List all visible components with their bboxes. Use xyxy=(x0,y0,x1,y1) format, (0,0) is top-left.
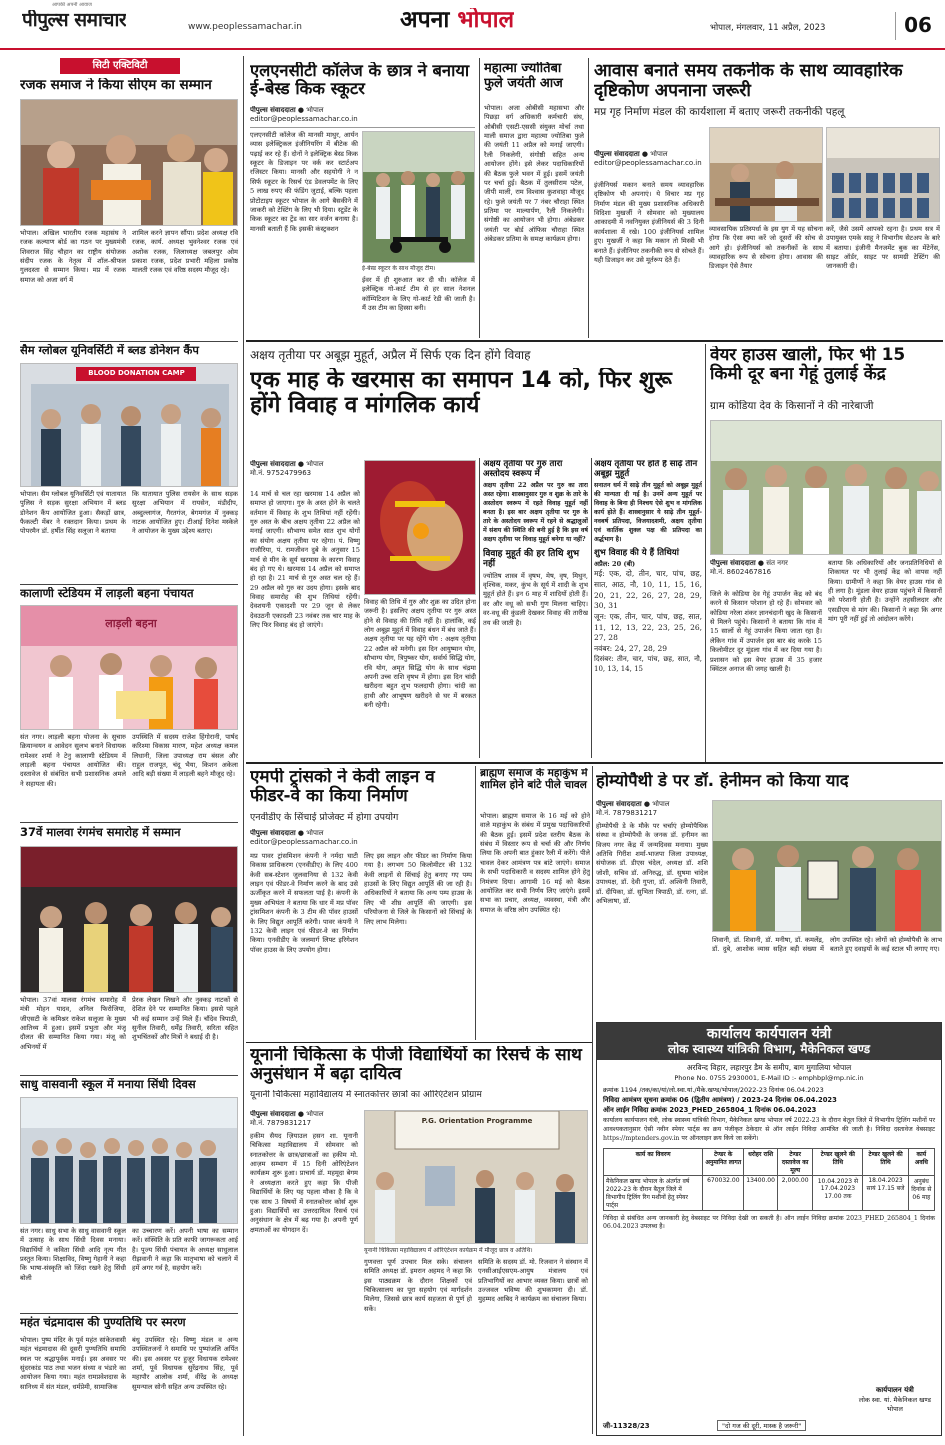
lnct-body-b: ईवर में ही शुरुआत कर दी थी। कॉलेज में इलेक्ट्रिक गो-कार्ट टीम से हर साल नेशनल कॉम्पिटिशन के लिए गो-कार्ट रेडी की जाती है। मैं उस टीम का हिस्सा बनी। xyxy=(362,276,475,313)
tender-footer-note: निविदा से संबंधित अन्य जानकारी हेतु वेबसाइट पर निविदा देखी जा सकती है। ऑन लाईन निविदा क्रमांक 2023_PHED_265804_1 दिनांक 06.04.2023 उपलब्ध है। xyxy=(603,1214,935,1231)
vaswani-body-b: का उच्चारण करें। अपनी भाषा का सम्मान करें। संस्थिति के प्रति काफी जागरूकता आई है। पूज्य सिंधी पंचायत के अध्यक्ष साधुलाल रीझवानी ने कहा कि मातृभाषा को चलाने में हमें अगर गर्व है, सहयोग करें। xyxy=(132,1227,238,1273)
dates-list xyxy=(594,560,702,674)
tender-col: कार्य का विवरण xyxy=(604,1148,703,1175)
awas-headline: आवास बनाते समय तकनीक के साथ व्यावहारिक दृष्टिकोण अपनाना जरूरी xyxy=(594,62,903,101)
brahman-headline: ब्राह्मण समाज के महाकुंभ में शामिल होने बांटे पीले चावल xyxy=(480,768,588,791)
warehouse-subhead: ग्राम कोडिया देव के किसानों ने की नारेबाजी xyxy=(710,400,874,412)
lnct-body-a: एलएनसीटी कॉलेज की मानसी माथुर, आर्यन व्यास इलेक्ट्रिकल इंजीनियरिंग में बीटेक की पढ़ाई कर रहे हैं। दोनों ने इलेक्ट्रिक बेस्ड किक स्कूटर के डिजाइन पर वर्क कर स्टार्टअप रजिस्टर किया। मानसी और सहयोगी ने न सिर्फ स्कूटर के रिसर्च एंड डेवलपमेंट के लिए 5 लाख रुपए की फंडिंग जुटाई, बल्कि पहला प्रोटोटाइप स्कूटर भोपाल के आगे बैसकीने में जाकरी को टेस्टिंग के लिए भी दिया। स्टूडेंट के किक स्कूटर का ट्रेंड का सार वर्जन बनाया है। मानसी बताती हैं कि इसकी कंस्ट्रक्शन xyxy=(250,131,358,233)
malwa-body-b: प्रेरक लेखन लिखने और नुक्कड़ नाटकों से देशित देने पर सम्मानित किया। इससे पहले भी कई सम्मान उन्हें मिले हैं। चौंदेव त्रिपाठी, सुनील तिवारी, धर्मेंद्र तिवारी, सरिता सहित शुभचिंतकों और मित्रों ने बधाई दी है। xyxy=(132,996,238,1042)
homeopathy-phone: मो.नं. 7879831217 xyxy=(596,809,658,818)
tender-sign-2: लोक स्वा. यां. मैकेनिकल खण्ड xyxy=(858,1396,931,1404)
rajak-body-a: भोपाल। अखिल भारतीय रजक महासंघ ने रजक कल्याण बोर्ड का गठन पर मुख्यमंत्री शिवराज सिंह चौहान का राष्ट्रीय संयोजक संदीप रजक के नेतृत्व में शॉल-श्रीफल गुलदस्ता से सम्मान किया। मप्र में रजक समाज को अजा वर्ग में xyxy=(20,229,126,284)
awas-body-b: व्यावसायिक प्रतिस्पर्धा के इस युग में यह सोचना होगा कि ऐसा क्या करें जो दूसरों की सोच से आगे हो। इंजीनियर्स को तकनीकों के साथ व्यावहारिक रूप से सोचना होगा। आवास की डिजाइन ऐसे तैयार xyxy=(709,225,823,271)
warehouse-photo xyxy=(710,420,942,555)
lnct-caption: ई-बेस्ड स्कूटर के साथ मौजूद टीम। xyxy=(362,265,436,272)
transco-body-a: मप्र पावर ट्रांसमिशन कंपनी ने नर्मदा घाटी विकास प्राधिकरण (एनवीडीए) के लिए 400 केवी सब-स्टेशन जुलवानिया से 132 केवी लाइन एवं फीडर-वे निर्माण करने के बाद उसे ऊर्जीकृत करने में सफलता पाई है। कंपनी के मुख्य अभियंता ने बताया कि धार में मप्र पॉवर ट्रांसमिशन कंपनी के 3 टीम की पॉवर हाउसों के लिए विद्युत आपूर्ति करेगी। पावर कंपनी ने 132 केवी लाइन एवं फीडर-वे का निर्माण किया। एनवीडीए के जलमार्ग लिफ्ट इरिगेशन पॉवर हाउस के लिए उपयोग होगा। xyxy=(250,852,358,954)
date-line: अप्रैल: 20 (बी) xyxy=(594,560,636,569)
awas-place: भोपाल xyxy=(650,150,668,158)
rajak-headline: रजक समाज ने किया सीएम का सम्मान xyxy=(20,78,212,93)
awas-byline: पीपुल्स संवाददाता ● भोपाल editor@peoplessamachar.co.in xyxy=(594,150,702,168)
awas-photo-2 xyxy=(826,127,940,222)
warehouse-place: संत नगर xyxy=(766,559,788,567)
transco-place: भोपाल xyxy=(306,829,324,837)
kharmas-phone: मो.नं. 9752479963 xyxy=(250,469,312,478)
tender-header xyxy=(597,1023,941,1060)
date-line: दिसंबर: तीन, चार, पांच, छह, सात, नौ, 10, 13, 14, 15 xyxy=(594,654,702,673)
brahman-body: भोपाल। ब्राह्मण समाज के 16 मई को होने वाले महाकुंभ के संबंध में प्रमुख पदाधिकारियों की बैठक हुई। इसमें प्रदेश स्तरीय बैठक के संबंध में विस्तार रूप से चर्चा की और निर्णय लिया कि अपनी बात हुंकार रैली में करेंगे। पीले चावल देकर आमंत्रण पत्र बांटे जाएंगे। समाज के सभी पदाधिकारी व सदस्य शामिल होने हेतु निमंत्रण दिया। आगामी 16 मई को बैठक आयोजित कर सभी निर्णय लिए जाएंगे। इसमें सभा का प्रचार, अध्यक्ष, व्यवस्था, मंत्री और समाज के वरिष्ठ लोग उपस्थित रहे। xyxy=(480,812,590,914)
awas-photo-1 xyxy=(709,127,823,222)
kharmas-body-b: विवाह की तिथि में गुरु और शुक्र का उदित होना जरूरी है। इसलिए अक्षय तृतीया पर गुरु अस्त होने से विवाह की तिथि नहीं है। हालांकि, कई लोग अबूझ मुहूर्त में विवाह बंधन में बंध जाते हैं। अक्षय तृतीया पर यह रहेंगे योग : अक्षय तृतीया 22 अप्रैल को मनेगी। इस दिन आयुष्मान योग, सौभाग्य योग, त्रिपुष्कर योग, सर्वार्थ सिद्धि योग, रवि योग, अमृत सिद्धि योग के साथ चंद्रमा अपनी उच्च राशि वृषभ में होगा। इस दिन चांदी खरीदना बहुत शुभ फलदायी होगा। चांदी का हाथी और आभूषण खरीदने से घर में बरकत बनी रहेगी। xyxy=(364,598,476,709)
city-activity-label: सिटी एक्टिविटी xyxy=(92,60,148,71)
tender-col: टेण्डर के अनुमानित लागत xyxy=(703,1148,744,1175)
lnct-email[interactable]: editor@peoplessamachar.co.in xyxy=(250,115,358,124)
unani-reporter: पीपुल्स संवाददाता xyxy=(250,1110,296,1118)
vaswani-photo-art xyxy=(21,1098,238,1224)
mahant-body-b: बंधु उपस्थित रहे। विष्णु मंडल व अन्य उपस्थितजनों ने समाधि पर पुष्पांजलि अर्पित की। इस अवसर पर हुजूर विधायक रामेश्वर शर्मा, पूर्व विधायक सुरेंद्रनाथ सिंह, पूर्व महापौर आलोक शर्मा, वीरेंद्र के अध्यक्ष सुमन्याल सोनी सहित अन्य उपस्थित रहे। xyxy=(132,1336,238,1391)
awas-photo-1-art xyxy=(710,128,823,222)
box1-body: अक्षय तृतीया 22 अप्रैल पर गुरु का तारा अस्त रहेगा। शास्त्रानुसार गुरु व शुक्र के तारे के अस्तोदय स्वरूप में रहते विवाह मुहूर्त नहीं बनता है। इस बार अक्षय तृतीया पर गुरु के तारे के अस्तोदय स्वरूप में रहने से श्रद्धालुओं में संशय की स्थिति की बनी हुई है कि इस वर्ष अक्षय तृतीया पर विवाह मुहूर्त बनेगा या नहीं? xyxy=(483,482,588,543)
section-title-part1: अपना xyxy=(400,8,450,33)
tender-header-1: कार्यालय कार्यपालन यंत्री xyxy=(706,1026,832,1042)
box1-title: अक्षय तृतीया पर गुरु तारा अस्तोदय स्वरूप में xyxy=(483,460,563,479)
kharmas-box-muhurt xyxy=(594,460,702,758)
malwa-body-a: भोपाल। 37वां मालवा रंगमंच समारोह में मंत्री मोहन यादव, अनिल फिरोजिया, जीएसटी के कमिश्नर राकेश सलूजा के मुख्य आतिथ्य में हुआ। इसमें प्रभुता और मंजू दौलत की सम्मानित किया गया। मंजू को अभिनयों में xyxy=(20,996,126,1051)
date-line: जून: एक, तीन, चार, पांच, छह, सात, 11, 12, 13, 22, 23, 25, 26, 27, 28 xyxy=(594,612,702,643)
blood-camp-photo xyxy=(20,363,238,487)
kharmas-byline: पीपुल्स संवाददाता ● भोपाल मो.नं. 9752479963 xyxy=(250,460,324,478)
kharmas-place: भोपाल xyxy=(306,460,324,468)
tender-col: टेण्डर दस्तावेज का मूल्य xyxy=(777,1148,812,1175)
warehouse-photo-art xyxy=(711,421,942,555)
warehouse-phone: मो.नं. 8602467816 xyxy=(710,568,772,577)
tender-cell: मैकेनिकल खण्ड भोपाल के अंतर्गत वर्ष 2022-23 के दौरान बैतूल जिले में विभागीय ट्रिलिंग रिग मशीनों हेतु स्पेयर पार्ट्स xyxy=(604,1175,703,1210)
tender-notice xyxy=(596,1022,942,1436)
unani-body-a: हकीम सैयद ज़ियाउल हसन शा. यूनानी चिकित्सा महाविद्यालय में सोमवार को स्नातकोत्तर के छात्र/छात्राओं का हकीम मो. आज़म सम्भाग में 15 दिनी ओरिएंटेशन कार्यक्रम शुरू हुआ। प्राचार्य डॉ. महमूदा बेगम ने अध्यक्षता करते हुए कहा कि पीजी विद्यार्थियों के लिए यह पहला मौका है कि वे एक साथ 3 विषयों में स्नातकोत्तर कोर्स शुरू हुआ। विद्यार्थियों का उत्तरदायित्व रिसर्च एवं अनुसंधान के क्षेत्र में बढ़ गया है। अपनी पूर्ण क्षमताओं का योगदान दें। xyxy=(250,1132,358,1234)
kalani-body-b: उपस्थिति में सदस्य राजेश हिंगोरानी, पार्षद करिश्मा विकास मारण, महेश अध्यक्ष कमल लिधानी, जिला उपाध्यक्ष राम बंसल और राहुल राजपूत, चंदू भैया, किशन अकेला आदि बड़ी संख्या में लाड़ली बहने मौजूद रहे। xyxy=(132,733,238,779)
tender-ad-code: जी-11328/23 xyxy=(603,1422,650,1430)
page-number: 06 xyxy=(895,12,940,40)
unani-caption: यूनानी चिकित्सा महाविद्यालय में ओरिएंटेशन कार्यक्रम में मौजूद छात्र व अतिथि। xyxy=(364,1247,533,1254)
transco-reporter: पीपुल्स संवाददाता xyxy=(250,829,296,837)
transco-email[interactable]: editor@peoplessamachar.co.in xyxy=(250,838,358,847)
dateline: भोपाल, मंगलवार, 11 अप्रैल, 2023 xyxy=(710,23,826,33)
section-title xyxy=(400,8,514,34)
vaswani-headline: साधु वासवानी स्कूल में मनाया सिंधी दिवस xyxy=(20,1078,196,1091)
unani-place: भोपाल xyxy=(306,1110,324,1118)
homeopathy-headline: होम्योपैथी डे पर डॉ. हेनीमन को किया याद xyxy=(596,772,849,790)
tender-col: टेण्डर खुलने की तिथि xyxy=(813,1148,863,1175)
tender-cell: 10.04.2023 से 17.04.2023 17.00 तक xyxy=(813,1175,863,1210)
transco-body-b: लिए इस लाइन और फीडर का निर्माण किया गया है। लगभग 50 किलोमीटर की 132 केवी लाइनों से सिंचाई हेतु बनाए गए पम्प हाउसों के लिए विद्युत आपूर्ति की जा रही है। अधिकारियों ने बताया कि अन्य पम्प हाउस के लिए भी शीघ्र आपूर्ति की जाएगी। इस परियोजना से जिले के किसानों को सिंचाई के लिए लाभ मिलेगा। xyxy=(364,852,472,926)
unani-photo-art xyxy=(365,1111,588,1244)
tender-col: कार्य अवधि xyxy=(908,1148,934,1175)
unani-subhead: यूनानी चिकित्सा महाविद्यालय में स्नातकोत्तर छात्रों का ओरिएंटेशन प्रोग्राम xyxy=(250,1090,482,1100)
homeopathy-reporter: पीपुल्स संवाददाता xyxy=(596,800,642,808)
tender-sign-3: भोपाल xyxy=(886,1405,903,1413)
tender-cell: 18.04.2023 सायं 17.15 बजे xyxy=(863,1175,908,1210)
mahant-headline: महंत चंद्रमादास की पुण्यतिथि पर स्मरण xyxy=(20,1316,186,1329)
kharmas-reporter: पीपुल्स संवाददाता xyxy=(250,460,296,468)
tender-header-2: लोक स्वास्थ्य यांत्रिकी विभाग, मैकेनिकल खण्ड xyxy=(667,1041,871,1056)
warehouse-reporter: पीपुल्स संवाददाता xyxy=(710,559,756,567)
ladli-behna-banner: लाड़ली बहना xyxy=(105,617,157,630)
tender-signature xyxy=(859,1386,931,1413)
tender-sign-1: कार्यपालन यंत्री xyxy=(875,1386,914,1394)
lnct-photo-art xyxy=(363,132,475,263)
tender-ref-1: क्रमांक 1194 /तक/का/यां/लो.स्वा.यां./मैके.खण्ड/भोपाल/2022-23 दिनांक 06.04.2023 xyxy=(603,1086,824,1095)
transco-headline: एमपी ट्रांसको ने केवी लाइन व फीडर-वे का किया निर्माण xyxy=(250,768,435,807)
warehouse-body-a: जिले के कोडिया देव गेहूं उपार्जन केंद्र को बंद करने से किसान परेशान हो रहे हैं। सोमवार को कोडिया नरेला शंकर ज्ञानचंदानी खुद के किसानों से मिलने पहुंचे। किसानों ने बताया कि गांव में 15 सालों से गेहूं उपार्जन किया जाता रहा है। लेकिन गांव में उपार्जन इस बार बंद करके 15 किलोमीटर दूर मूंडला गांव में कर दिया गया है। प्रशासन को इस वेयर हाउस में 35 हजार क्विंटल अनाज की जगह खाली है। xyxy=(710,590,822,673)
malwa-photo xyxy=(20,846,238,993)
malwa-photo-art xyxy=(21,847,238,993)
tender-ref-2: निविदा आमंत्रण सूचना क्रमांक 06 (द्वितीय आमंत्रण) / 2023-24 दिनांक 06.04.2023 xyxy=(603,1096,837,1105)
wedding-photo xyxy=(364,460,476,595)
date-line: नवंबर: 24, 27, 28, 29 xyxy=(594,643,668,653)
blood-camp-banner: BLOOD DONATION CAMP xyxy=(88,369,185,377)
sam-global-headline: सैम ग्लोबल यूनिवर्सिटी में ब्लड डोनेशन कैंप xyxy=(20,344,199,357)
awas-email[interactable]: editor@peoplessamachar.co.in xyxy=(594,159,702,168)
kalani-body-a: संत नगर। लाड़ली बहना योजना के सुचारु क्रियान्वयन व आवेदन सुलभ बनाने विधायक रामेश्वर शर्मा ने टेनु कालाणी स्टेडियम में लाड़ली बहना पंचायत आयोजित की। दस्तावेज से संबंधित सभी प्रशासनिक अमले ने सहायता की। xyxy=(20,733,126,788)
box2-body: ज्योतिष शास्त्र में वृषभ, मेष, वृष, मिथुन, वृश्चिक, मकर, कुंभ के सूर्य में शादी के शुभ मुहूर्त होते हैं। इन 6 माह में शादियों होती हैं। वर और वधू को सभी गुण मिलना चाहिए। वर-वधू की कुंडली देखकर विवाह की तारीख तय की जाती है। xyxy=(483,571,588,627)
blood-camp-photo-art xyxy=(21,364,238,487)
rajak-photo-art xyxy=(21,100,238,226)
unani-byline: पीपुल्स संवाददाता ● भोपाल मो.नं. 7879831217 xyxy=(250,1110,324,1128)
section-title-part2: भोपाल xyxy=(457,8,515,33)
mahant-body-a: भोपाल। पुष्प मंदिर के पूर्व महंत सांकेतवासी महंत चंद्रमादास की दूसरी पुण्यतिथि समाधि स्थल पर श्रद्धापूर्वक मनाई। इस अवसर पर सुंदरकांड पाठ तथा भजन संध्या व भंडारे का आयोजन किया गया। महंत रामप्रवेशदास के सानिध्य में संत मंडल, धर्मप्रेमी, सामाजिक xyxy=(20,1336,126,1391)
ladli-behna-photo xyxy=(20,605,238,730)
malwa-headline: 37वें मालवा रंगमंच समारोह में सम्मान xyxy=(20,826,181,839)
awas-body-c: करें, जैसे उसमें आपको रहना है। प्रथम सत्र में उपायुक्त एमके साहू ने विभागीय सेटअप के बारे में बताया। इंजीनी मैनजमेंट बुक का मेंटेनेंस, साइट ऑर्डर, साइट पर सामग्री टेस्टिंग की जानकारी दी। xyxy=(826,225,940,271)
homeopathy-body-b: शिवानी, डॉ. शिवानी, डॉ. मनीषा, डॉ. कमलेंद्र, डॉ. दुबे, आशोक व्यास सहित बड़ी संख्या में लोग उपस्थित रहे। लोगों को होम्योपैथी के लाभ बताते हुए दवाइयों के कई स्टाल भी लगाए गए। xyxy=(712,936,942,954)
lnct-byline: पीपुल्स संवाददाता ● भोपाल editor@peoplessamachar.co.in xyxy=(250,106,358,124)
phule-body: भोपाल। अजा ओबीसी महासभा और पिछड़ा वर्ग अधिकारी कर्मचारी संघ, ओबीसी एसटी-एससी संयुक्त मोर्चा तथा माली समाज द्वारा महात्मा ज्योतिबा फुले की जयंती 11 अप्रैल को मनाई जाएगी। रैली निकलेगी, संगोष्ठी सहित अन्य आयोजन होंगे। इसे लेकर पदाधिकारियों की बैठक फुले भवन में हुई। इसमें जयंती पर चर्चा हुई। बैठक में तुलसीराम पटेल, जीपी माली, राम विश्वास कुशवाहा मौजूद रहे। फुले जयंती पर 7 नंबर चौराहा स्थित प्रतिमा पर माल्यार्पण, रैली निकलेगी। संगोष्ठी का आयोजन भी होगा। अंबेडकर जयंती पर बोर्ड ऑफिस चौराहा स्थित अंबेडकर प्रतिमा के समक्ष कार्यक्रम होगा। xyxy=(484,104,584,244)
kharmas-box-akshay xyxy=(483,460,588,758)
kharmas-body-a: 14 मार्च से चल रहा खरमास 14 अप्रैल को समाप्त हो जाएगा। गुरु के अस्त होने के चलते वर्तमान में विवाह के शुभ तिथियां नहीं रहेंगी। गुरु अस्त के बीच अक्षय तृतीया 22 अप्रैल को मनाई जाएगी। सौभाग्य समेत सात शुभ योगों का संयोग अक्षय तृतीया पर रहेगा। पं. विष्णु राजौरिया, पं. रामजीवन दुबे के अनुसार 15 मार्च से मीन के सूर्य खरमास के कारण विवाह बंद हो गए थे। खरमास 14 अप्रैल को समाप्त हो रहा है। 21 मार्च से गुरु अस्त चल रहे हैं। 29 अप्रैल को गुरु का उदय होगा। इसके बाद विवाह समारोह की शुभ तिथियां रहेंगी। देवशयनी एकादशी पर 29 जून से लेकर देवउठनी एकादशी 23 नवंबर तक चार माह के लिए फिर विवाह बंद हो जाएंगे। xyxy=(250,490,360,630)
transco-byline: पीपुल्स संवाददाता ● भोपाल editor@peoplessamachar.co.in xyxy=(250,829,358,847)
tender-cell: 670032.00 xyxy=(703,1175,744,1210)
homeopathy-body-a: होम्योपैथी डे के मौके पर चर्चाएं होम्योपैथिक संस्था व होम्योपैथी के जनक डॉ. हनीमन का विजय नगर केंद्र में जन्मदिवस मनाया। मुख्य अतिथि गिरीश शर्मा-भाजपा जिला उपाध्यक्ष, संयोजक डॉ. डीएस चंदेल, अध्यक्ष डॉ. शशि जोशी, सचिव डॉ. अनिरुद्ध, डॉ. सुषमा चांदेल उपाध्यक्ष, डॉ. देवी गुप्ता, डॉ. अश्विनी तिवारी, डॉ. दीपिका, डॉ. सुभिता त्रिपाठी, डॉ. रत्ना, डॉ. अभिलाषा, डॉ. xyxy=(596,822,708,905)
tender-table-wrap xyxy=(603,1148,935,1211)
lnct-place: भोपाल xyxy=(306,106,324,114)
lnct-reporter: पीपुल्स संवाददाता xyxy=(250,106,296,114)
kharmas-headline: एक माह के खरमास का समापन 14 को, फिर शुरू होंगे विवाह व मांगलिक कार्य xyxy=(250,368,672,419)
transco-subhead: एनवीडीए के सिंचाई प्रोजेक्ट में होगा उपयोग xyxy=(250,812,399,823)
unani-body-b: गुणवत्ता पूर्ण उपचार मिल सके। संचालन समिति अध्यक्ष डॉ. इमरान अहमद ने कहा कि इस पाठ्यक्रम के दौरान शिक्षकों एवं चिकित्सालय का पूरा सहयोग एवं मार्गदर्शन मिलेगा, जिससे छात्र कार्य सहजता से पूर्ण हो सकें। xyxy=(364,1258,472,1313)
masthead-logo[interactable]: पीपुल्स समाचार xyxy=(22,10,127,31)
tender-col: टेण्डर खुलने की तिथि xyxy=(863,1148,908,1175)
city-activity-kicker xyxy=(60,58,180,74)
masthead-logo-tag: आपकी अपनी आवाज xyxy=(52,2,92,8)
tender-ref-3: ऑन लाईन निविदा क्रमांक 2023_PHED_265804_1 दिनांक 06.04.2023 xyxy=(603,1106,817,1115)
unani-photo xyxy=(364,1110,588,1244)
tender-address: अरविन्द विहार, लहारपुर डैम के समीप, बाग मुगालिया भोपाल xyxy=(686,1063,852,1073)
vaswani-body-a: संत नगर। साधु सभा के साधु वासवानी स्कूल में उत्साह के साथ सिंधी दिवस मनाया। विद्यार्थियों ने कविता सिंधी आदि नृत्य गीत प्रस्तुत किया। शिक्षाविद, विष्णु गेहानी ने कहा कि भाषा-संस्कृति को जिंदा रखने हेतु सिंधी बोली xyxy=(20,1227,126,1282)
tender-contact: Phone No. 0755 2930001, E-Mail ID :- emphbpl@mp.nic.in xyxy=(674,1074,864,1083)
box3-title: अक्षय तृतीया पर होते हैं साढ़े तीन अबूझ मुहूर्त xyxy=(594,460,698,479)
tender-cell: 2,000.00 xyxy=(777,1175,812,1210)
tender-slogan: "दो गज की दूरी, मास्क है जरूरी" xyxy=(717,1420,806,1431)
rajak-body-b: शामिल करने ज्ञापन सौंपा। प्रदेश अध्यक्ष रवि रजक, कार्य. अध्यक्ष भुवनेश्वर रजक एवं अशोक रजक, जिलाध्यक्ष जबलपुर ओम प्रकाश रजक, प्रदेश प्रभारी महिला प्रकोष्ठ मालती रजक एवं वरिष्ठ सदस्य मौजूद रहे। xyxy=(132,229,238,275)
awas-reporter: पीपुल्स संवाददाता xyxy=(594,150,640,158)
vaswani-photo xyxy=(20,1097,238,1224)
date-line: मई: एक, दो, तीन, चार, पांच, छह, सात, आठ, नौ, 10, 11, 15, 16, 20, 21, 22, 26, 27, 28, 29, 30, 31 xyxy=(594,569,702,611)
kalani-headline: कालाणी स्टेडियम में लाड़ली बहना पंचायत xyxy=(20,587,194,600)
box2-title: विवाह मुहूर्त की हर तिथि शुभ नहीं xyxy=(483,548,580,569)
unani-body-c: समिति के सदस्य डॉ. मो. रिजवान ने संस्थान में एनसीआईएसएम-आयुष मंत्रालय एवं प्रतिभागियों का आभार व्यक्त किया। छात्रों को उज्जवल भविष्य की शुभकामना दी। डॉ. मुहम्मद आबिद ने कार्यक्रम का संचालन किया। xyxy=(478,1258,588,1304)
warehouse-headline: वेयर हाउस खाली, फिर भी 15 किमी दूर बना गेहूं तुलाई केंद्र xyxy=(710,346,906,385)
unani-banner: P.G. Orientation Programme xyxy=(421,1117,533,1125)
unani-headline: यूनानी चिकित्सा के पीजी विद्यार्थियों का रिसर्च के साथ अनुसंधान में बढ़ा दायित्व xyxy=(250,1046,582,1085)
masthead-website[interactable]: www.peoplessamachar.in xyxy=(188,22,302,32)
homeopathy-photo-art xyxy=(713,801,942,932)
rajak-photo xyxy=(20,99,238,226)
masthead xyxy=(0,0,945,50)
awas-photo-2-art xyxy=(827,128,940,222)
phule-headline: महात्मा ज्योतिबा फुले जयंती आज xyxy=(484,62,563,91)
tender-intro: कार्यालय कार्यपालन यंत्री, लोक स्वास्थ्य यांत्रिकी विभाग, मैकेनिकल खण्ड भोपाल वर्ष 2022-23 के दौरान बेतूल जिले में विभागीय ट्रिलिंग मशीनों पर आवश्यकतानुसार ऐसी नवीन स्पेयर पार्ट्स का क्रय पंजीकृत ठेकेदार से ऑन लाईन निविदा आमंत्रित की जाती है। निविदा दस्तावेज वेबसाइट https://mptenders.gov.in पर ऑनलाइन क्रय किये जा सकेंगे। xyxy=(603,1117,935,1142)
sam-global-body-a: भोपाल। सैम ग्लोबल यूनिवर्सिटी एवं यातायात पुलिस ने सड़क सुरक्षा अभियान में ब्लड डोनेशन कैंप आयोजित हुआ। सैकड़ों छात्र, फैकल्टी मेंबर ने रक्तदान किया। प्रथम के पोपरमैन डॉ. हर्षीत सिंह सलूजा ने बताया xyxy=(20,490,126,536)
awas-subhead: मप्र गृह निर्माण मंडल की कार्यशाला में बताए जरूरी तकनीकी पहलू xyxy=(594,106,845,118)
tender-cell: अनुबंध दिनांक से 06 माह xyxy=(908,1175,934,1210)
kharmas-kicker: अक्षय तृतीया पर अबूझ मुहूर्त, अप्रैल में सिर्फ एक दिन होंगे विवाह xyxy=(250,348,531,362)
wedding-photo-art xyxy=(365,461,476,595)
awas-body-a: इंजीनियर्स मकान बनाते समय व्यावहारिक दृष्टिकोण भी अपनाएं। ये विचार मप्र गृह निर्माण मंडल की मुख्य प्रशासनिक अधिकारी विदिशा मुखर्जी ने सोमवार को मुख्यालय आकादमी में नवनियुक्त इंजीनियर्स की 3 दिनी कार्यशाला में रखे। 100 इंजीनियर्स शामिल हुए। मुखर्जी ने कहा कि मकान तो मिस्त्री भी बनाते हैं। इंजीनियर तकनीकी रूप से सोचते हैं। यही डिजाइन कर उसे मूर्तरूप देते हैं। xyxy=(594,181,704,264)
sam-global-body-b: कि यातायात पुलिस रायसेन के साथ सड़क सुरक्षा अभियान में रायसेन, मंडीदीप, अब्दुल्लागंज, गैरतगंज, बेगमगंज में नुक्कड़ नाटक आयोजित हुए। टीआई दिनेश मस्केले ने आयोजन के मुख्य उद्देश्य बताए। xyxy=(132,490,238,536)
tender-cell: 13400.00 xyxy=(744,1175,778,1210)
unani-phone: मो.नं. 7879831217 xyxy=(250,1119,312,1128)
tender-col: धरोहर राशि xyxy=(744,1148,778,1175)
lnct-photo xyxy=(362,131,475,263)
homeopathy-place: भोपाल xyxy=(652,800,670,808)
dates-title: शुभ विवाह की ये हैं तिथियां xyxy=(594,547,679,558)
tender-table xyxy=(603,1148,935,1211)
box3-body: सनातन धर्म में साढ़े तीन मुहूर्त को अबूझ मुहूर्त की मान्यता दी गई है। उनमें अन्य मुहूर्त पर विवाह के बिना ही निश्चय ऐसे शुभ व मांगलिक कार्य होते हैं। शास्त्रानुसार ये साढ़े तीन मुहूर्त-नवबर्ष प्रतिपदा, विजयादशमी, अक्षय तृतीया एवं कार्तिक शुक्ल पक्ष की प्रतिपदा का अर्द्धभाग है। xyxy=(594,482,702,543)
homeopathy-photo xyxy=(712,800,942,932)
tender-table-header xyxy=(604,1148,935,1175)
homeopathy-byline: पीपुल्स संवाददाता ● भोपाल मो.नं. 7879831217 xyxy=(596,800,670,818)
lnct-headline: एलएनसीटी कॉलेज के छात्र ने बनाया ई-बेस्ड किक स्कूटर xyxy=(250,62,470,99)
tender-table-row xyxy=(604,1175,935,1210)
warehouse-byline: पीपुल्स संवाददाता ● संत नगर मो.नं. 8602467816 xyxy=(710,559,788,577)
warehouse-body-b: बताया कि अधिकारियों और जनप्रतिनिधियों से शिकायत पर भी तुलाई केंद्र को वापस नहीं किया। ग्रामीणों ने कहा कि वेयर हाउस गांव से ही लगा है। मूंडला वेयर हाउस पहुंचने में किसानों को परेशानी होती है। उन्होंने तहसीलदार और एसडीएम से मांग की। किसानों ने कहा कि अगर मांग पूरी नहीं हुई तो आंदोलन करेंगे। xyxy=(828,559,942,624)
